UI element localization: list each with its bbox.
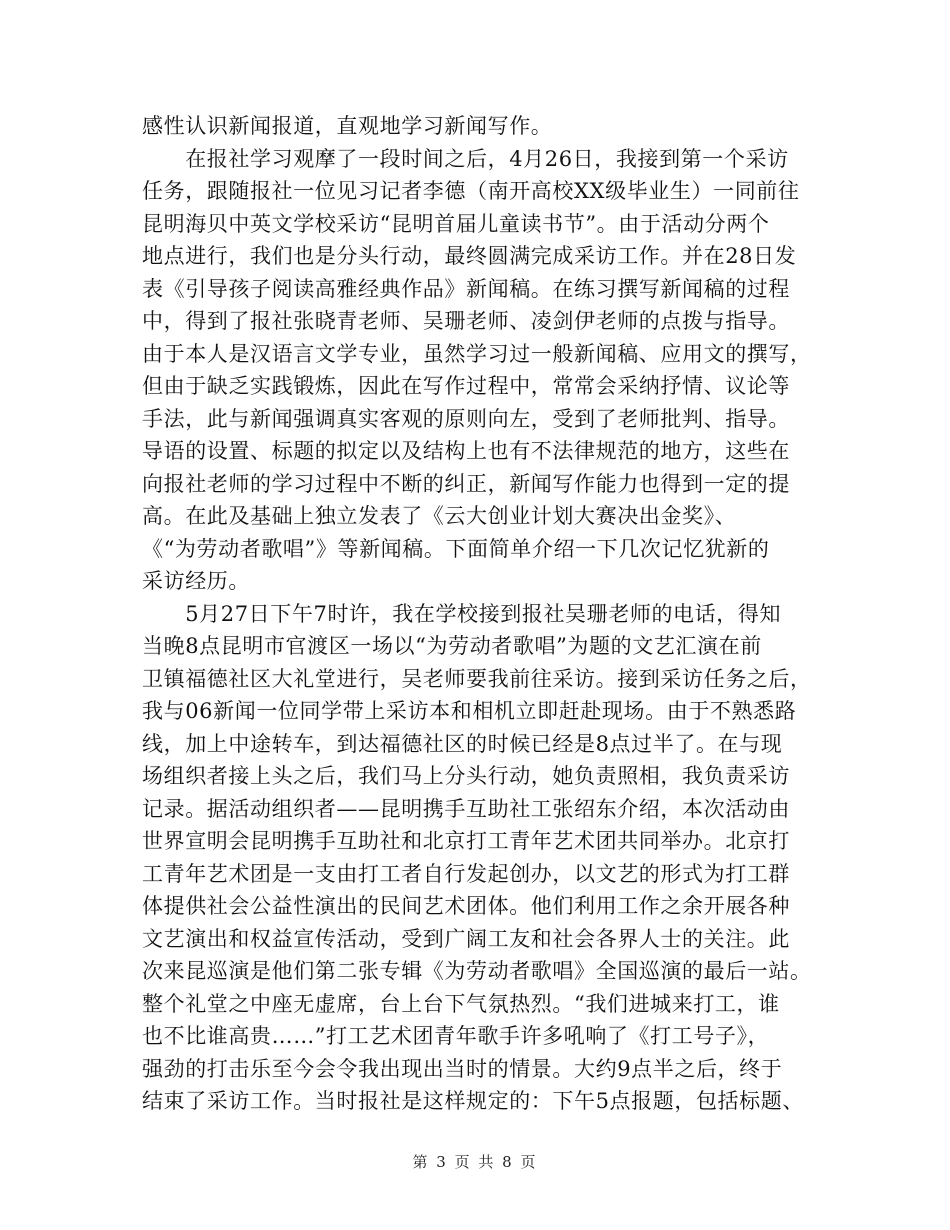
text-line: 高。在此及基础上独立发表了《云大创业计划大赛决出金奖》、 (142, 504, 737, 528)
text-line: 工青年艺术团是一支由打工者自行发起创办，以文艺的形式为打工群 (142, 861, 790, 886)
text-line: 卫镇福德社区大礼堂进行，吴老师要我前往采访。接到采访任务之后， (142, 666, 812, 691)
text-line: 整个礼堂之中座无虚席，台上台下气氛热烈。“我们进城来打工，谁 (142, 991, 780, 1016)
text-line: 但由于缺乏实践锻炼，因此在写作过程中，常常会采纳抒情、议论等 (142, 374, 790, 398)
text-line: 向报社老师的学习过程中不断的纠正，新闻写作能力也得到一定的提 (142, 471, 790, 496)
page-number-footer: 第 3 页 共 8 页 (412, 1153, 538, 1171)
text-line: 昆明海贝中英文学校采访“昆明首届儿童读书节”。由于活动分两个 (142, 211, 770, 236)
text-line: 地点进行，我们也是分头行动，最终圆满完成采访工作。并在28日发 (142, 244, 797, 268)
text-line: 结束了采访工作。当时报社是这样规定的：下午5点报题，包括标题、 (142, 1089, 804, 1113)
text-line: 当晚8点昆明市官渡区一场以“为劳动者歌唱”为题的文艺汇演在前 (142, 634, 762, 658)
text-line: 次来昆巡演是他们第二张专辑《为劳动者歌唱》全国巡演的最后一站。 (142, 959, 812, 983)
text-line: 体提供社会公益性演出的民间艺术团体。他们利用工作之余开展各种 (142, 894, 790, 918)
text-line: 表《引导孩子阅读高雅经典作品》新闻稿。在练习撰写新闻稿的过程 (142, 276, 790, 301)
text-line: 手法，此与新闻强调真实客观的原则向左，受到了老师批判、指导。 (142, 406, 790, 431)
text-line: 记录。据活动组织者——昆明携手互助社工张绍东介绍，本次活动由 (142, 796, 790, 821)
text-line: 由于本人是汉语言文学专业，虽然学习过一般新闻稿、应用文的撰写， (142, 341, 812, 366)
text-line: 在报社学习观摩了一段时间之后，4月26日，我接到第一个采访 (142, 146, 789, 171)
text-line: 导语的设置、标题的拟定以及结构上也有不法律规范的地方，这些在 (142, 439, 790, 463)
text-line: 线，加上中途转车，到达福德社区的时候已经是8点过半了。在与现 (142, 731, 783, 756)
text-line: 文艺演出和权益宣传活动，受到广阔工友和社会各界人士的关注。此 (142, 926, 790, 951)
text-line: 我与06新闻一位同学带上采访本和相机立即赶赴现场。由于不熟悉路 (142, 699, 797, 723)
text-line: 任务，跟随报社一位见习记者李德（南开高校XX级毕业生）一同前往 (142, 179, 800, 203)
text-line: 场组织者接上头之后，我们马上分头行动，她负责照相，我负责采访 (142, 764, 790, 788)
text-line: 世界宣明会昆明携手互助社和北京打工青年艺术团共同举办。北京打 (142, 829, 790, 853)
text-line: 采访经历。 (142, 569, 250, 593)
text-line: 感性认识新闻报道，直观地学习新闻写作。 (142, 114, 553, 138)
text-line: 中，得到了报社张晓青老师、吴珊老师、凌剑伊老师的点拨与指导。 (142, 309, 790, 333)
text-line: 也不比谁高贵……”打工艺术团青年歌手许多吼响了《打工号子》， (142, 1024, 770, 1048)
text-line: 强劲的打击乐至今会令我出现出当时的情景。大约9点半之后，终于 (142, 1056, 783, 1081)
text-line: 5月27日下午7时许，我在学校接到报社吴珊老师的电话，得知 (142, 601, 782, 626)
body-text (142, 110, 812, 1118)
text-line: 《“为劳动者歌唱”》等新闻稿。下面简单介绍一下几次记忆犹新的 (142, 536, 770, 561)
